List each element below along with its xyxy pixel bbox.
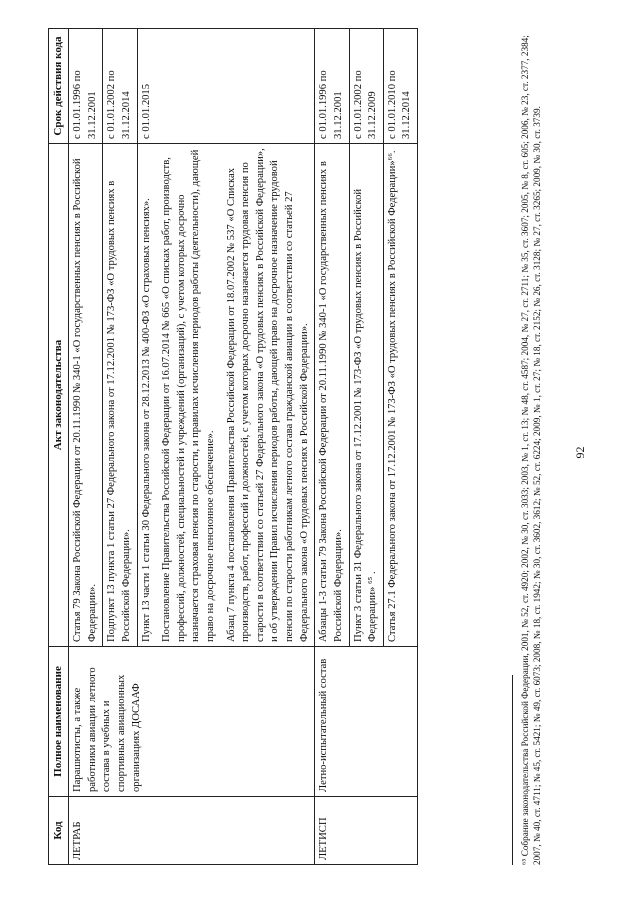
act-cell [69,144,103,647]
header-full-name: Полное наименование [49,647,69,797]
act-paragraph: Подпункт 13 пункта 1 статьи 27 Федерального закона от 17.12.2001 № 173-ФЗ «О трудовых пенсиях в Российской Федерации». [106,180,132,642]
act-paragraph: Абзац 7 пункта 4 постановления Правительства Российской Федерации от 18.07.2002 № 537 «О Списках производств, работ, профессий и должностей, с учетом которых досрочно назначается трудовая пенсия по старости в соответствии со статьей 27 Федерального закона «О трудовых пенсиях в Российской Федерации», и об утверждении Правил исчисления периодов работы, дающей право на досрочное назначение трудовой пенсии по старости работникам летного состава гражданской авиации в соответствии со статьей 27 Федерального закона «О трудовых пенсиях в Российской Федерации». [225,148,310,642]
full-name-cell: Летно-испытательный состав [315,647,418,797]
header-act: Акт законодательства [49,144,69,647]
validity-cell: с 01.01.2010 по 31.12.2014 [383,29,417,144]
table-row [315,29,349,865]
validity-cell: с 01.01.2002 по 31.12.2009 [349,29,383,144]
table-row [69,29,103,865]
validity-cell: с 01.01.1996 по 31.12.2001 [69,29,103,144]
validity-cell: с 01.01.2002 по 31.12.2014 [103,29,137,144]
law-table [48,28,418,865]
act-cell [315,144,349,647]
act-paragraph: Пункт 13 части 1 статьи 30 Федерального закона от 28.12.2013 № 400-ФЗ «О страховых пенсиях». [140,198,152,642]
footnote-divider [512,675,513,865]
act-cell [349,144,383,647]
act-cell [137,144,315,647]
act-cell [103,144,137,647]
page-number: 92 [573,446,587,459]
table-header-row [49,29,69,865]
header-code: Код [49,797,69,865]
act-paragraph: Постановление Правительства Российской Федерации от 16.07.2014 № 665 «О списках работ, производств, профессий, должностей, специальностей и учреждений (организаций), с учетом которых досрочно назначается страховая пенсия по старости, и правилах исчисления периодов работы (деятельности), дающей право на досрочное пенсионное обеспечение». [161,149,217,642]
act-cell [383,144,417,647]
footnotes [520,29,544,865]
validity-cell: с 01.01.1996 по 31.12.2001 [315,29,349,144]
full-name-cell: Парашютисты, а также работники авиации летного состава в учебных и спортивных авиационных организациях ДОСААФ [69,647,315,797]
act-paragraph: Пункт 3 статьи 31 Федерального закона от 17.12.2001 № 173-ФЗ «О трудовых пенсиях в Российской Федерации» ⁶⁵ . [352,188,379,642]
validity-cell: с 01.01.2015 [137,29,315,144]
act-paragraph: Статья 79 Закона Российской Федерации от 20.11.1990 № 340-1 «О государственных пенсиях в Российской Федерации». [72,158,98,642]
code-cell: ЛЕТРАБ [69,797,315,865]
act-paragraph: Статья 27.1 Федерального закона от 17.12.2001 № 173-ФЗ «О трудовых пенсиях в Российской Федерации»⁶⁶. [386,150,398,642]
header-validity: Срок действия кода [49,29,69,144]
footnote: ⁶⁵ Собрание законодательства Российской Федерации, 2001, № 52, ст. 4920; 2002, № 30, ст. 3033; 2003, № 1, ст. 13; № 48, ст. 4587; 2004, № 27, ст. 2711; № 35, ст. 3607; 2005, № 8, ст. 605; 2006, № 23, ст. 2377, 2384; 2007, № 40, ст. 4711; № 45, ст. 5421; № 49, ст. 6073; 2008, № 18, ст. 1942; № 30, ст. 3602, 3612; № 52, ст. 6224; 2009, № 1, ст. 27; № 18, ст. 2152; № 26, ст. 3128; № 27, ст. 3265; 2009, № 30, ст. 3739. [520,35,542,865]
code-cell: ЛЕТИСП [315,797,418,865]
act-paragraph: Абзацы 1-3 статьи 79 Закона Российской Федерации от 20.11.1990 № 340-1 «О государственных пенсиях в Российской Федерации». [318,161,344,642]
